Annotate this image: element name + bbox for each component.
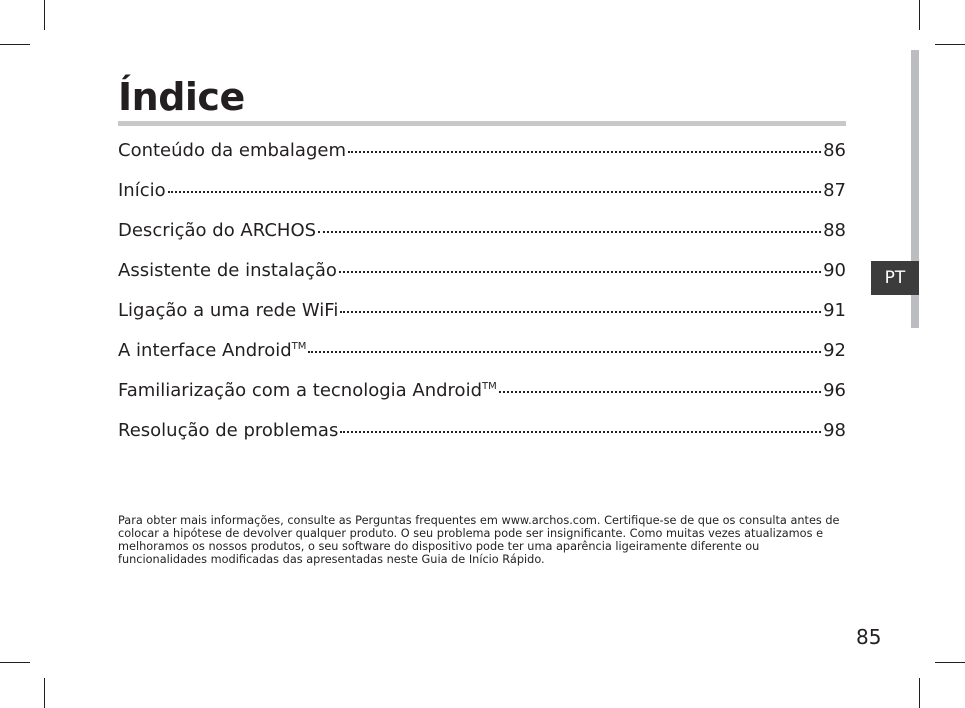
toc-row[interactable] xyxy=(118,370,846,410)
toc-page-number: 90 xyxy=(823,260,846,281)
crop-mark-top-right-h xyxy=(935,44,965,45)
toc-label: Ligação a uma rede WiFi xyxy=(118,300,339,321)
toc-row[interactable] xyxy=(118,250,846,290)
toc-row[interactable] xyxy=(118,410,846,450)
toc-page-number: 92 xyxy=(823,340,846,361)
toc-page-number: 86 xyxy=(823,140,846,161)
toc-leader-dots xyxy=(348,151,821,153)
toc-label: A interface Android™ xyxy=(118,340,307,361)
toc-label: Assistente de instalação xyxy=(118,260,337,281)
crop-mark-bottom-right-h xyxy=(935,662,965,663)
language-tab: PT xyxy=(871,261,919,295)
toc-row[interactable] xyxy=(118,290,846,330)
crop-mark-bottom-left-v xyxy=(44,678,45,708)
toc-page-number: 87 xyxy=(823,180,846,201)
toc-label: Conteúdo da embalagem xyxy=(118,140,346,161)
toc-leader-dots xyxy=(168,191,821,193)
toc-leader-dots xyxy=(340,431,821,433)
toc-label: Resolução de problemas xyxy=(118,420,339,441)
crop-mark-bottom-left-h xyxy=(0,662,30,663)
toc-row[interactable] xyxy=(118,130,846,170)
crop-mark-bottom-right-v xyxy=(919,678,920,708)
crop-mark-top-left-h xyxy=(0,44,30,45)
toc-page-number: 98 xyxy=(823,420,846,441)
crop-mark-top-left-v xyxy=(44,0,45,30)
toc-leader-dots xyxy=(318,231,821,233)
toc-label: Descrição do ARCHOS xyxy=(118,220,317,241)
title-underline xyxy=(118,121,846,126)
page-title: Índice xyxy=(118,75,245,119)
toc-leader-dots xyxy=(499,391,821,393)
toc-page-number: 91 xyxy=(823,300,846,321)
toc-leader-dots xyxy=(308,351,821,353)
toc-leader-dots xyxy=(340,311,821,313)
toc-label: Início xyxy=(118,180,166,201)
toc-page-number: 96 xyxy=(823,380,846,401)
table-of-contents xyxy=(118,130,846,450)
toc-row[interactable] xyxy=(118,330,846,370)
toc-leader-dots xyxy=(339,271,821,273)
toc-row[interactable] xyxy=(118,170,846,210)
toc-label: Familiarização com a tecnologia Android™ xyxy=(118,380,497,401)
toc-row[interactable] xyxy=(118,210,846,250)
page-number: 85 xyxy=(856,625,882,649)
toc-page-number: 88 xyxy=(823,220,846,241)
crop-mark-top-right-v xyxy=(919,0,920,30)
info-note: Para obter mais informações, consulte as Perguntas frequentes em www.archos.com. Certifique-se de que os consulta antes de colocar a hipótese de devolver qualquer produto. O seu problema pode ser insignificante. Como muitas vezes atualizamos e melhoramos os nossos produtos, o seu software do dispositivo pode ter uma aparência ligeiramente diferente ou funcionalidades modificadas das apresentadas neste Guia de Início Rápido. xyxy=(118,514,840,566)
